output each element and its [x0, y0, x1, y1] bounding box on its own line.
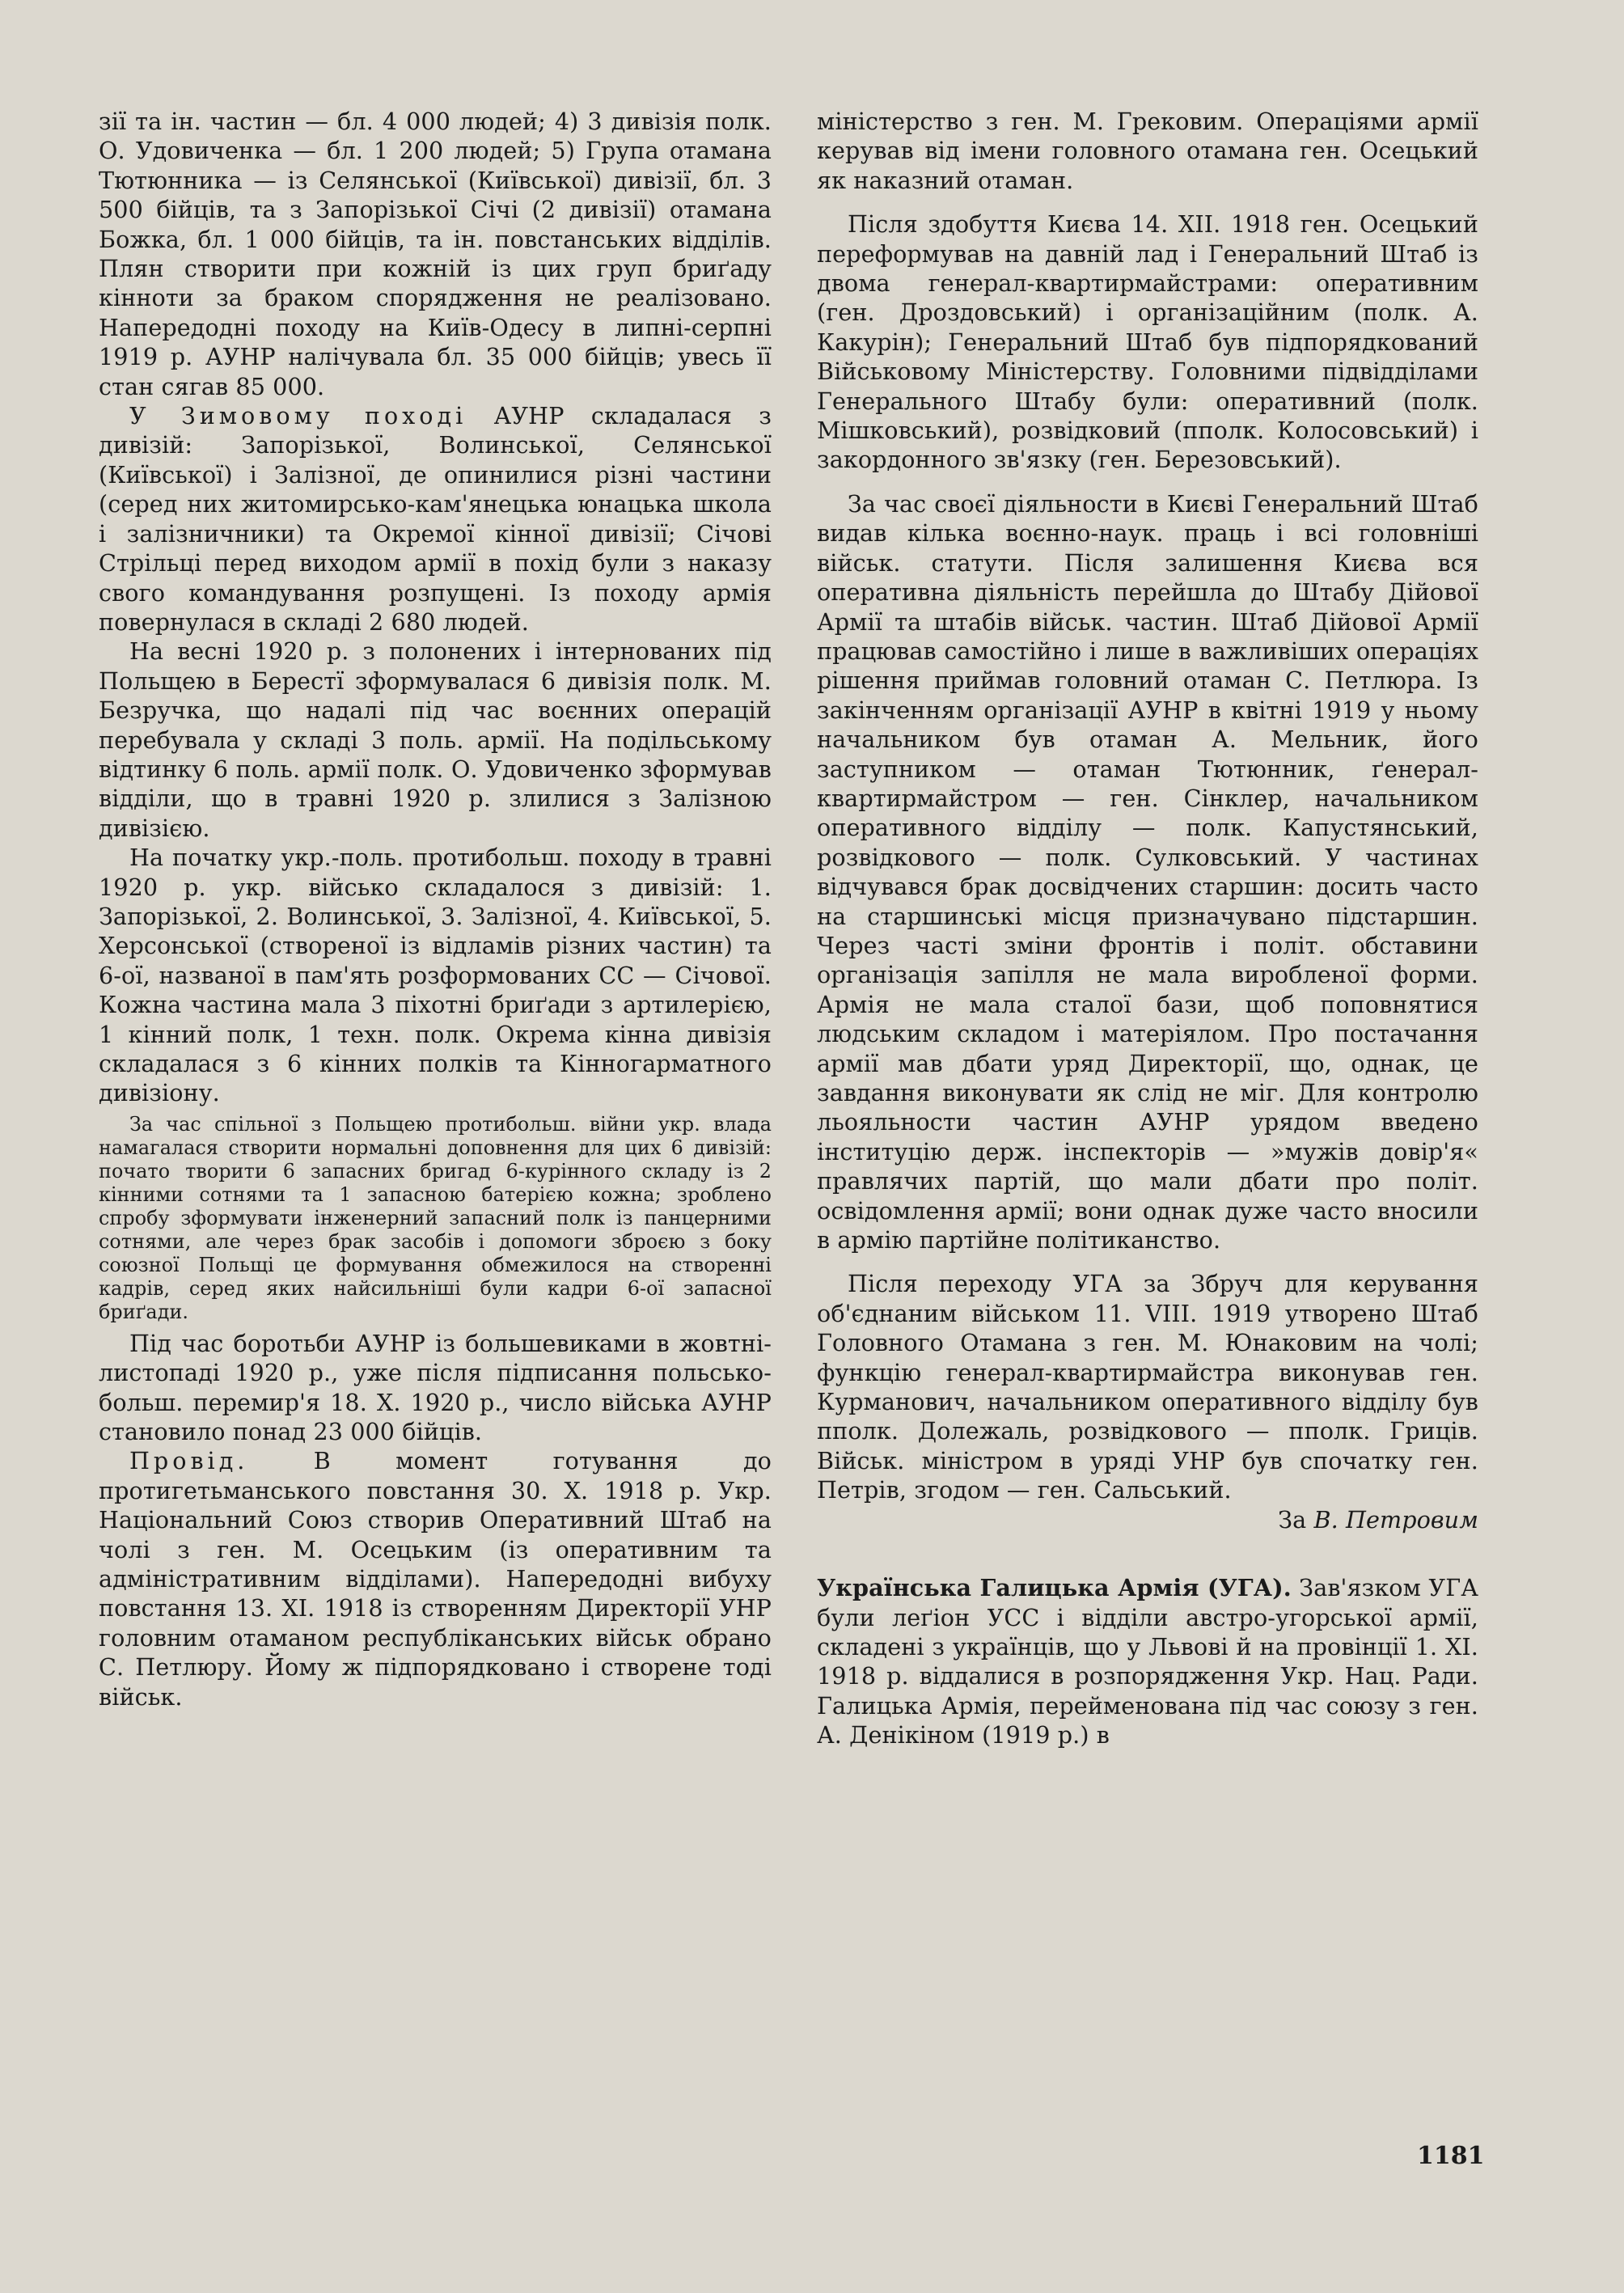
section-title: Українська Галицька Армія (УГА).: [817, 1574, 1292, 1602]
right-column: [817, 107, 1478, 1750]
author-name: В. Петровим: [1313, 1505, 1478, 1534]
paragraph: На весні 1920 р. з полонених і інтернованих під Польщею в Берестї зформувалася 6 дивізія полк. М. Безручка, що надалі під час воєнних операцій перебувала у складі 3 поль. армії. На подільському відтинку 6 поль. армії полк. О. Удовиченко зформував відділи, що в травні 1920 р. злилися з Залізною дивізією.: [99, 637, 772, 842]
paragraph: Після здобуття Києва 14. XII. 1918 ген. Осецький переформував на давній лад і Генеральний Штаб із двома генерал-квартирмайстрами: оперативним (ген. Дроздовський) і організаційним (полк. А. Какурін); Генеральний Штаб був підпорядкований Військовому Міністерству. Головними підвідділами Генерального Штабу були: оперативний (полк. Мішковський), розвідковий (пполк. Колосовський) і закордонного зв'язку (ген. Березовський).: [817, 210, 1478, 474]
emphasis-spaced: У Зимовому поході: [129, 402, 467, 430]
paragraph-winter-campaign: У Зимовому поході АУНР складалася з дивізій: Запорізької, Волинської, Селянської (Київської) і Залізної, де опинилися різні частини (серед них житомирсько-кам'янецька юнацька школа і залізничники) та Окремої кінної дивізії; Січові Стрільці перед виходом армії в похід були з наказу свого командування розпущені. Із походу армія повернулася в складі 2 680 людей.: [99, 402, 772, 636]
paragraph: міністерство з ген. М. Грековим. Операціями армії керував від імени головного отамана ген. Осецький як наказний отаман.: [817, 108, 1478, 194]
paragraph: зії та ін. частин — бл. 4 000 людей; 4) 3 дивізія полк. О. Удовиченка — бл. 1 200 людей; 5) Група отамана Тютюнника — із Селянської (Київської) дивізії, бл. 3 500 бійців, та з Запорізької Січі (2 дивізії) отамана Божка, бл. 1 000 бійців, та ін. повстанських відділів. Плян створити при кожній із цих груп бриґаду кінноти за браком спорядження не реалізовано. Напередодні походу на Київ-Одесу в липні-серпні 1919 р. АУНР налічувала бл. 35 000 бійців; увесь її стан сягав 85 000.: [99, 108, 772, 400]
small-print-note: За час спільної з Польщею протибольш. війни укр. влада намагалася створити нормальні доповнення для цих 6 дивізій: почато творити 6 запасних бригад 6-курінного складу із 2 кінними сотнями та 1 запасною батерією кожна; зроблено спробу зформувати інженерний запасний полк із панцерними сотнями, але через брак засобів і допомоги зброєю з боку союзної Польщі це формування обмежилося на створенні кадрів, серед яких найсильніші були кадри 6-ої запасної бриґади.: [99, 1112, 772, 1323]
author-credit: За В. Петровим: [1278, 1505, 1478, 1534]
emphasis-spaced: Провід.: [129, 1447, 249, 1475]
paragraph-leadership: Провід. В момент готування до протигетьманського повстання 30. X. 1918 р. Укр. Національний Союз створив Оперативний Штаб на чолі з ген. М. Осецьким (із оперативним та адміністративним відділами). Напередодні вибуху повстання 13. XI. 1918 із створенням Директорії УНР головним отаманом республіканських військ обрано С. Петлюру. Йому ж підпорядковано і створене тоді військ.: [99, 1447, 772, 1711]
paragraph: Під час боротьби АУНР із большевиками в жовтні-листопаді 1920 р., уже після підписання польсько-больш. перемир'я 18. X. 1920 р., число війська АУНР становило понад 23 000 бійців.: [99, 1329, 772, 1446]
paragraph: Після переходу УГА за Збруч для керування об'єднаним військом 11. VIII. 1919 утворено Штаб Головного Отамана з ген. М. Юнаковим на чолі; функцію генерал-квартирмайстра виконував ген. Курманович, начальником оперативного відділу був пполк. Долежаль, розвідкового — пполк. Гриців. Військ. міністром в уряді УНР був спочатку ген. Петрів, згодом — ген. Сальський.: [817, 1270, 1478, 1504]
paragraph: На початку укр.-поль. протибольш. походу в травні 1920 р. укр. військо складалося з дивізій: 1. Запорізької, 2. Волинської, 3. Залізної, 4. Київської, 5. Херсонської (створеної із відламів різних частин) та 6-ої, названої в пам'ять розформованих СС — Січової. Кожна частина мала 3 піхотні бриґади з артилерією, 1 кінний полк, 1 техн. полк. Окрема кінна дивізія складалася з 6 кінних полків та Кінногарматного дивізіону.: [99, 844, 772, 1107]
left-column: [99, 107, 772, 1711]
paragraph: За час своєї діяльности в Києві Генеральний Штаб видав кілька воєнно-наук. праць і всі головніші військ. статути. Після залишення Києва вся оперативна діяльність перейшла до Штабу Дійової Армії та штабів військ. частин. Штаб Дійової Армії працював самостійно і лише в важливіших операціях рішення приймав головний отаман С. Петлюра. Із закінченням організації АУНР в квітні 1919 у ньому начальником був отаман А. Мельник, його заступником — отаман Тютюнник, ґенерал-квартирмайстром — ген. Сінклер, начальником оперативного відділу — полк. Капустянський, розвідкового — полк. Сулковський. У частинах відчувався брак досвідчених старшин: досить часто на старшинські місця призначувано підстаршин. Через часті зміни фронтів і політ. обставини організація запілля не мала виробленої форми. Армія не мала сталої бази, щоб поповнятися людським складом і матеріялом. Про постачання армії мав дбати уряд Директорії, що, однак, це завдання виконувати як слід не міг. Для контролю льояльности частин АУНР урядом введено інституцію держ. інспекторів — »мужів довір'я« правлячих партій, що мали дбати про політ. освідомлення армії; вони однак дуже часто вносили в армію партійне політиканство.: [817, 489, 1478, 1254]
section-uga: Українська Галицька Армія (УГА). Зав'язком УГА були леґіон УСС і відділи австро-угорської армії, складені з українців, що у Львові й на провінції 1. XI. 1918 р. віддалися в розпорядження Укр. Нац. Ради. Галицька Армія, перейменована під час союзу з ген. А. Денікіном (1919 р.) в: [817, 1574, 1478, 1749]
page-number: 1181: [1417, 2142, 1485, 2170]
